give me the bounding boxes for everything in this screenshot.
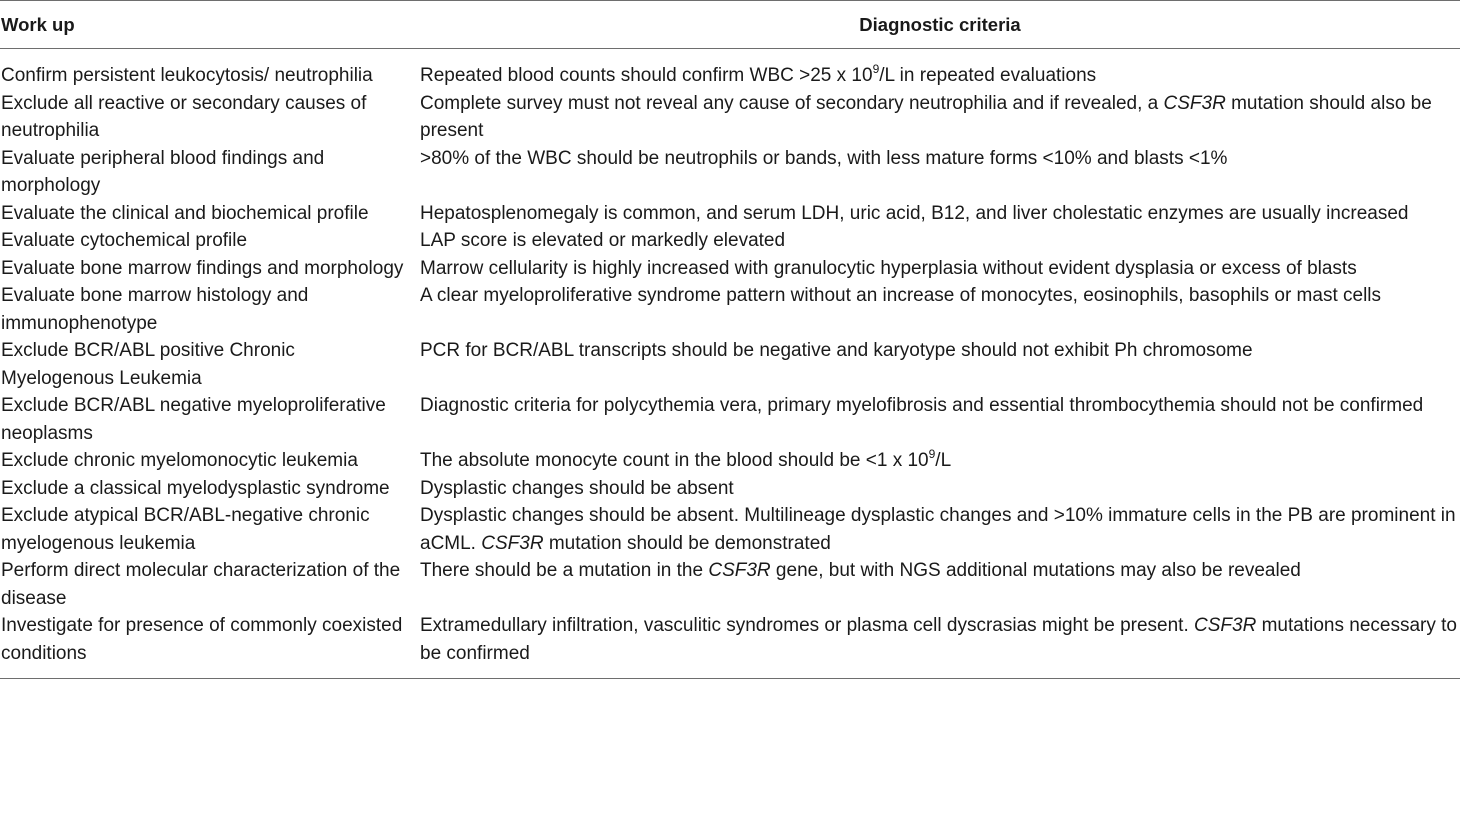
criteria-cell <box>420 475 1460 503</box>
criteria-text: mutation should be demonstrated <box>543 532 831 554</box>
table-row <box>0 612 1460 679</box>
gene-name: CSF3R <box>1194 615 1257 636</box>
criteria-text: Extramedullary infiltration, vasculitic syndromes or plasma cell dyscrasias might be present. <box>420 615 1195 636</box>
gene-name: CSF3R <box>481 532 544 554</box>
criteria-cell <box>420 557 1460 612</box>
table-row <box>0 502 1460 557</box>
criteria-cell <box>420 227 1460 255</box>
table-header <box>0 1 1460 49</box>
table-row <box>0 392 1460 447</box>
criteria-cell <box>420 392 1460 447</box>
table-row <box>0 200 1460 228</box>
criteria-text: A clear myeloproliferative syndrome pattern without an increase of monocytes, eosinophils, basophils or mast cells <box>420 285 1382 306</box>
criteria-cell <box>420 447 1460 475</box>
work-up-cell: Evaluate bone marrow findings and morphology <box>1 257 404 279</box>
work-up-cell: Exclude a classical myelodysplastic syndrome <box>1 477 390 499</box>
criteria-text: Complete survey must not reveal any cause of secondary neutrophilia and if revealed, a <box>420 92 1164 114</box>
criteria-text: Dysplastic changes should be absent <box>420 477 734 499</box>
criteria-cell <box>420 282 1460 337</box>
criteria-text: The absolute monocyte count in the blood should be <1 x 10 <box>420 450 929 471</box>
work-up-cell: Evaluate the clinical and biochemical profile <box>1 202 369 224</box>
criteria-text: Marrow cellularity is highly increased with granulocytic hyperplasia without evident dysplasia or excess of blasts <box>420 257 1357 279</box>
criteria-cell <box>420 49 1460 90</box>
criteria-text: Hepatosplenomegaly is common, and serum LDH, uric acid, B12, and liver cholestatic enzymes are usually increased <box>420 202 1409 224</box>
work-up-cell: Confirm persistent leukocytosis/ neutrophilia <box>1 65 373 86</box>
table-row <box>0 255 1460 283</box>
exponent: 9 <box>872 62 880 76</box>
criteria-cell <box>420 90 1460 145</box>
criteria-text: mutations necessary to be confirmed <box>420 615 1457 664</box>
criteria-cell <box>420 200 1460 228</box>
table-row <box>0 475 1460 503</box>
criteria-cell <box>420 612 1460 679</box>
criteria-text: Dysplastic changes should be absent. Multilineage dysplastic changes and >10% immature cells in the PB are prominent in aCML. <box>420 505 1456 554</box>
table-row <box>0 557 1460 612</box>
table-row <box>0 282 1460 337</box>
table-row <box>0 90 1460 145</box>
work-up-cell: Exclude BCR/ABL negative myeloproliferative neoplasms <box>1 395 386 444</box>
criteria-cell <box>420 337 1460 392</box>
work-up-cell: Exclude all reactive or secondary causes of neutrophilia <box>1 92 367 141</box>
work-up-cell: Exclude chronic myelomonocytic leukemia <box>1 450 358 471</box>
table-row <box>0 447 1460 475</box>
work-up-cell: Evaluate cytochemical profile <box>1 230 248 251</box>
criteria-cell <box>420 255 1460 283</box>
table-row <box>0 227 1460 255</box>
criteria-cell <box>420 502 1460 557</box>
criteria-text: PCR for BCR/ABL transcripts should be negative and karyotype should not exhibit Ph chromosome <box>420 340 1253 361</box>
table-body <box>0 49 1460 679</box>
header-diagnostic-criteria: Diagnostic criteria <box>420 1 1460 49</box>
criteria-text: /L <box>935 450 952 471</box>
work-up-cell: Investigate for presence of commonly coexisted conditions <box>0 612 420 679</box>
header-row <box>0 1 1460 49</box>
criteria-text: mutation should also be present <box>420 92 1432 141</box>
criteria-text: Diagnostic criteria for polycythemia vera, primary myelofibrosis and essential thrombocythemia should not be confirmed <box>420 395 1424 416</box>
criteria-text: LAP score is elevated or markedly elevated <box>420 230 786 251</box>
work-up-cell: Evaluate bone marrow histology and immunophenotype <box>1 285 309 334</box>
criteria-text: /L in repeated evaluations <box>879 65 1097 86</box>
criteria-text: There should be a mutation in the <box>420 560 709 581</box>
criteria-text: Repeated blood counts should confirm WBC >25 x 10 <box>420 65 873 86</box>
exponent: 9 <box>928 447 936 461</box>
work-up-cell: Evaluate peripheral blood findings and morphology <box>1 147 325 196</box>
gene-name: CSF3R <box>708 560 771 581</box>
header-work-up: Work up <box>0 1 420 49</box>
gene-name: CSF3R <box>1163 92 1226 114</box>
work-up-cell: Perform direct molecular characterization of the disease <box>1 560 401 609</box>
table-row <box>0 337 1460 392</box>
criteria-text: gene, but with NGS additional mutations may also be revealed <box>770 560 1301 581</box>
table-row <box>0 49 1460 90</box>
work-up-cell: Exclude BCR/ABL positive Chronic Myelogenous Leukemia <box>1 340 295 389</box>
criteria-text: >80% of the WBC should be neutrophils or bands, with less mature forms <10% and blasts <1% <box>420 147 1228 169</box>
work-up-cell: Exclude atypical BCR/ABL-negative chronic myelogenous leukemia <box>1 505 370 554</box>
criteria-cell <box>420 145 1460 200</box>
table-row <box>0 145 1460 200</box>
